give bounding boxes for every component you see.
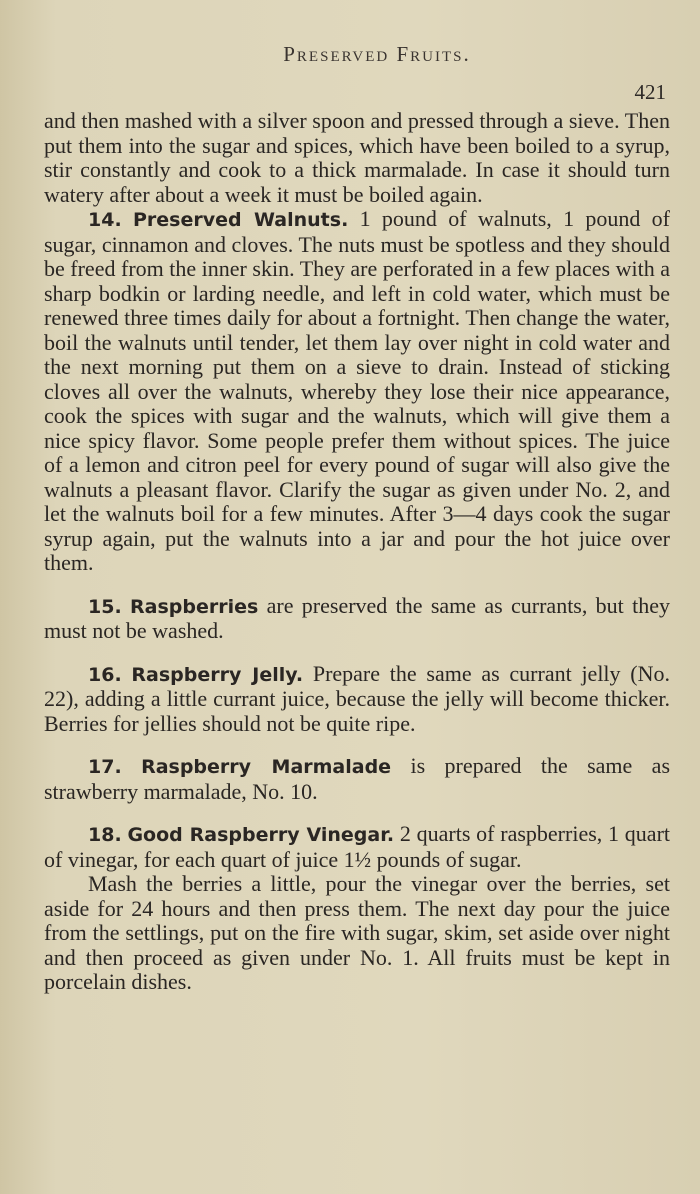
entry-title: Raspberries (130, 595, 259, 618)
recipe-entry-15 (44, 594, 670, 644)
recipe-entry-18-method: Mash the berries a little, pour the vinegar over the berries, set aside for 24 hours and then press them. The next day pour the juice from the settlings, put on the fire with sugar, skim, set aside over night and then proceed as given under No. 1. All fruits must be kept in porcelain dishes. (44, 871, 670, 994)
page-body (44, 109, 670, 995)
entry-text: is prepared the same as strawberry marmalade, No. 10. (44, 753, 671, 804)
page-number: 421 (634, 80, 666, 104)
entry-text: are preserved the same as currants, but they must not be washed. (44, 592, 670, 643)
entry-number: 18. (88, 824, 122, 846)
recipe-entry-16 (44, 662, 670, 737)
entry-title: Raspberry Jelly. (131, 663, 304, 686)
entry-title: Good Raspberry Vinegar. (127, 824, 395, 846)
entry-number: 16. (88, 663, 122, 686)
entry-number: 15. (88, 595, 122, 618)
entry-text: 1 pound of walnuts, 1 pound of sugar, cinnamon and cloves. The nuts must be spotless and they should be freed from the inner skin. They are perforated in a few places with a sharp bodkin or larding needle, and left in cold water, which must be renewed three times daily for about a fortnight. Then change the water, boil the walnuts until tender, let them lay over night in cold water and the next morning put them on a sieve to drain. Instead of sticking cloves all over the walnuts, whereby they lose their nice appearance, cook the spices with sugar and the walnuts, which will give them a nice spicy flavor. Some people prefer them without spices. The juice of a lemon and citron peel for every pound of sugar will also give the walnuts a pleasant flavor. Clarify the sugar as given under No. 2, and let the walnuts boil for a few minutes. After 3—4 days cook the sugar syrup again, put the walnuts into a jar and pour the hot juice over them. (44, 206, 671, 575)
recipe-entry-18 (44, 822, 670, 872)
entry-text: 2 quarts of raspberries, 1 quart of vinegar, for each quart of juice 1½ pounds of sugar. (44, 821, 671, 872)
entry-title: Preserved Walnuts. (132, 209, 349, 231)
running-title: Preserved Fruits. (283, 42, 471, 66)
recipe-entry-17 (44, 754, 670, 804)
entry-title: Raspberry Marmalade (141, 756, 392, 778)
continuation-paragraph: and then mashed with a silver spoon and pressed through a sieve. Then put them into the sugar and spices, which have been boiled to a syrup, stir constantly and cook to a thick marmalade. In case it should turn watery after about a week it must be boiled again. (44, 108, 670, 207)
entry-number: 14. (88, 209, 122, 231)
entry-number: 17. (88, 756, 122, 778)
recipe-entry-14 (44, 207, 670, 576)
entry-text: Prepare the same as currant jelly (No. 22), adding a little currant juice, because the jelly will become thicker. Berries for jellies should not be quite ripe. (44, 660, 670, 736)
